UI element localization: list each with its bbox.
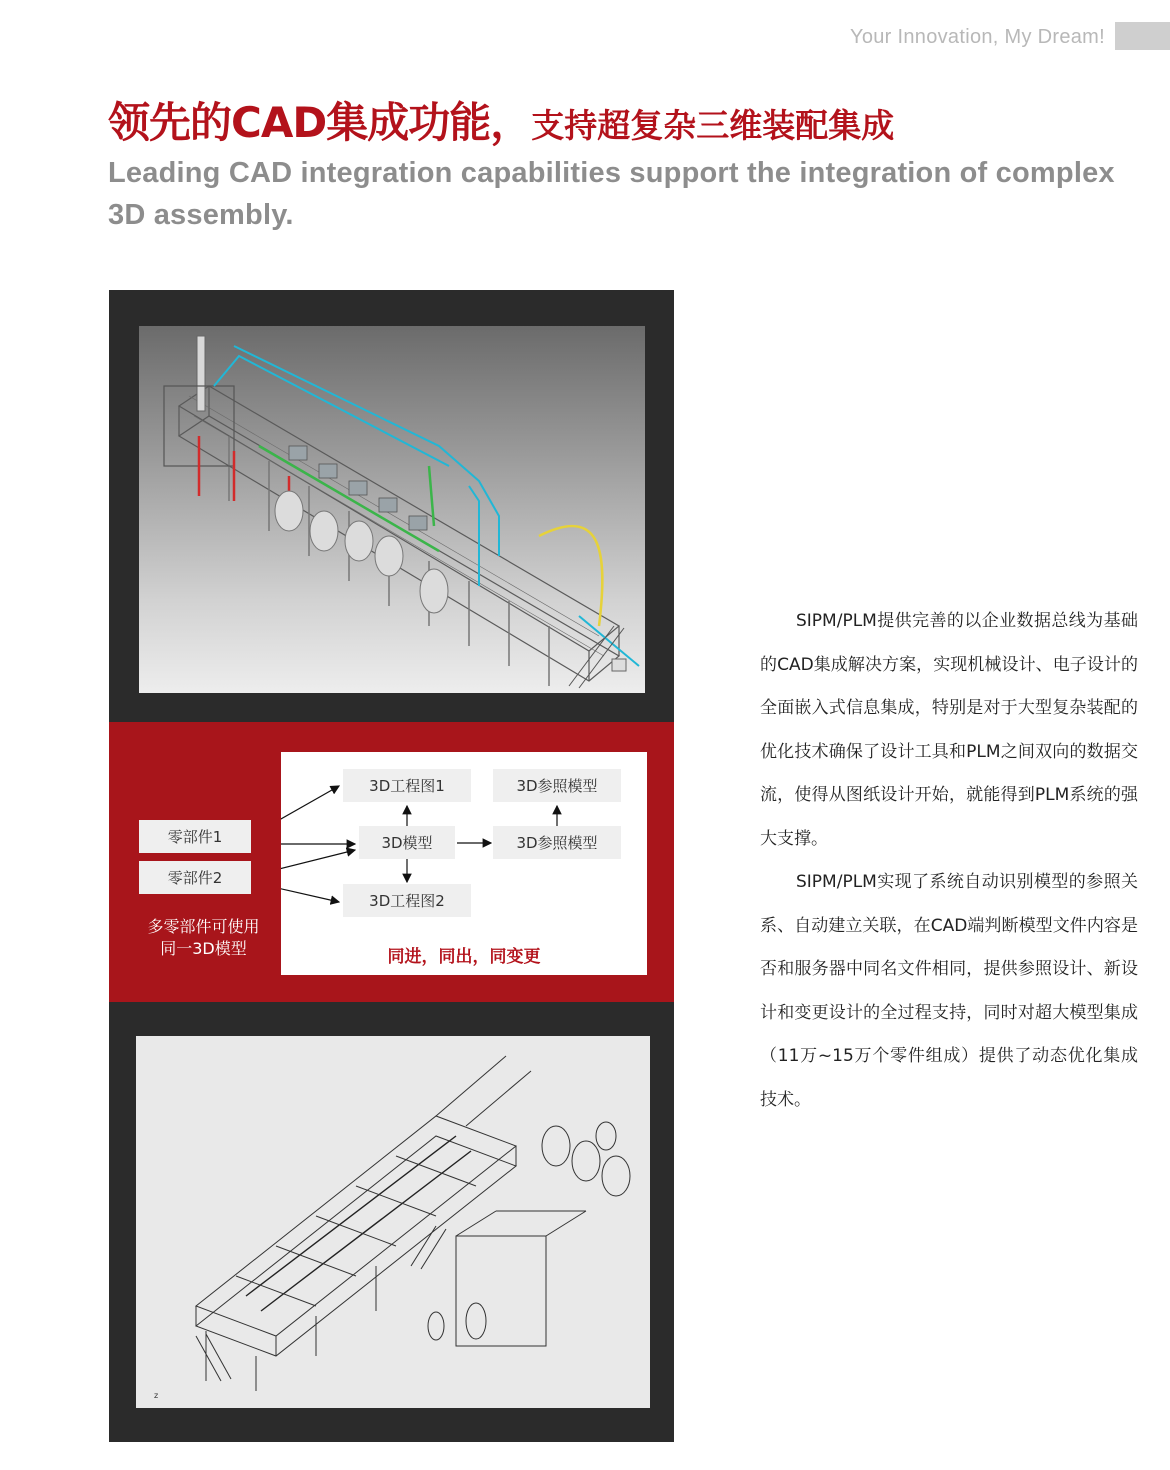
multi-part-caption: 多零部件可使用 同一3D模型 <box>147 917 260 958</box>
description-paragraph-2: SIPM/PLM实现了系统自动识别模型的参照关系、自动建立关联，在CAD端判断模型文件内容是否和服务器中同名文件相同，提供参照设计、新设计和变更设计的全过程支持，同时对超大模型集成（11万~15万个零件组成）提供了动态优化集成技术。 <box>760 872 1138 1110</box>
part-2-box: 零部件2 <box>139 861 251 894</box>
drawing-2-box: 3D工程图2 <box>343 884 471 917</box>
page-title-en: Leading CAD integration capabilities support the integration of complex 3D assembly. <box>108 157 1115 231</box>
reference-model-mid-box: 3D参照模型 <box>493 826 621 859</box>
header-slogan: Your Innovation, My Dream! <box>850 26 1105 48</box>
title-cn-part1: 领先的CAD集成功能， <box>108 98 532 147</box>
drawing-1-box: 3D工程图1 <box>343 769 471 802</box>
svg-text:z: z <box>154 1391 159 1400</box>
description-paragraph-1: SIPM/PLM提供完善的以企业数据总线为基础的CAD集成解决方案，实现机械设计、电子设计的全面嵌入式信息集成，特别是对于大型复杂装配的优化技术确保了设计工具和PLM之间双向的数据交流，使得从图纸设计开始，就能得到PLM系统的强大支撑。 <box>760 611 1138 849</box>
reference-model-top-box: 3D参照模型 <box>493 769 621 802</box>
model-relation-diagram <box>281 752 647 975</box>
page-title-cn <box>108 90 894 150</box>
part-1-box: 零部件1 <box>139 820 251 853</box>
cad-assembly-render-color <box>139 326 645 693</box>
description-text <box>760 600 1138 1122</box>
cad-assembly-render-wireframe <box>136 1036 650 1408</box>
assembly-relation-band <box>109 722 674 1002</box>
diagram-caption: 同进，同出，同变更 <box>387 947 541 967</box>
header-decor-bar <box>1115 22 1170 50</box>
title-cn-part2: 支持超复杂三维装配集成 <box>531 106 895 145</box>
figure-panel <box>109 290 674 1442</box>
3d-model-box: 3D模型 <box>359 826 455 859</box>
